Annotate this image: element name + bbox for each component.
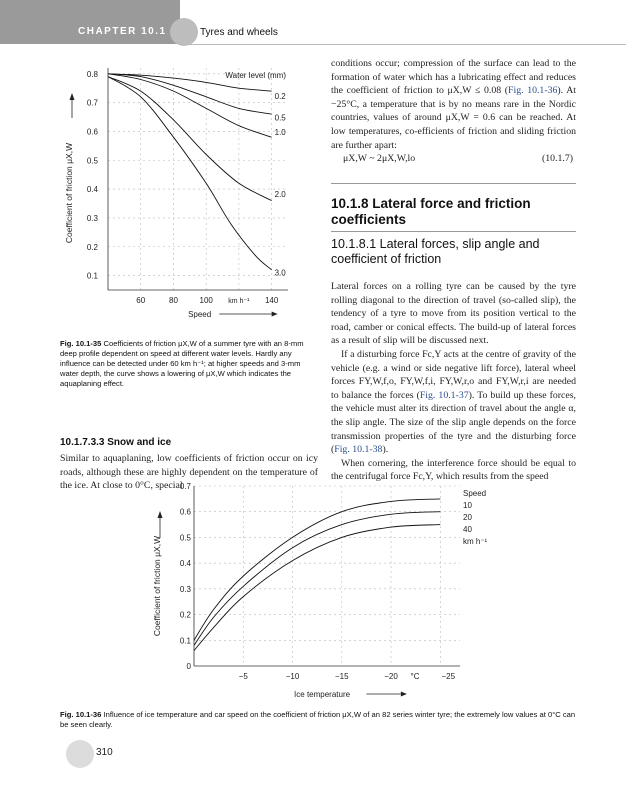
series-line-10	[194, 499, 440, 640]
section-rule-2	[331, 231, 576, 232]
chapter-title: Tyres and wheels	[200, 27, 278, 38]
x-axis-label: Ice temperature	[294, 690, 351, 699]
para1-text-b: ). At −25°C, a temperature that is by no means rare in the Nordic countries, values of around μX,W = 0.6 can be reached. At low temperatures, co-efficients of friction and sliding friction are further apart:	[331, 85, 577, 151]
chapter-box	[0, 0, 180, 44]
series-line-20	[194, 512, 440, 646]
heading-snow-and-ice: 10.1.7.3.3 Snow and ice	[60, 437, 172, 448]
fig-10-1-36-link[interactable]: Fig. 10.1-36	[508, 85, 558, 97]
disturbing-force-paragraph	[331, 348, 576, 457]
y-tick-label: 0.7	[179, 482, 191, 491]
ice-friction-paragraph	[331, 57, 576, 152]
equation-10-1-7	[343, 152, 573, 166]
equation-number: (10.1.7)	[541, 153, 573, 164]
para3-text-b: ). To build up these forces, the vehicle must alter its direction of travel about the angle α, the slip angle. The size of the slip angle depends on the force transmission properties of the tyre and the disturbing force (	[331, 389, 576, 456]
fig36-caption-label: Fig. 10.1-36	[60, 710, 102, 719]
para3-text-a: If a disturbing force Fc,Y acts at the centre of gravity of the vehicle (e.g. a wind or side negative lift force), lateral wheel forces FY,W,f,o, FY,W,f,i, FY,W,r,o and FY,W,r,i are needed to balance the forces (	[331, 348, 576, 401]
y-axis-arrowhead	[70, 93, 75, 100]
y-axis-label: Coefficient of friction μX,W	[64, 142, 74, 244]
x-axis-arrowhead	[401, 692, 407, 697]
legend-entry: 40	[463, 525, 472, 534]
x-tick-label: 80	[169, 296, 178, 305]
legend-title: Water level (mm)	[225, 71, 286, 80]
heading-10-1-8-1: 10.1.8.1 Lateral forces, slip angle and coefficient of friction	[331, 237, 540, 266]
y-tick-label: 0.7	[86, 98, 98, 108]
right-paragraph-1	[331, 57, 576, 152]
y-tick-label: 0.2	[179, 610, 191, 620]
x-tick-label: 60	[136, 296, 146, 305]
y-axis-arrowhead	[158, 511, 163, 518]
fig-10-1-37-link[interactable]: Fig. 10.1-37	[419, 389, 469, 401]
snow-ice-paragraph: Similar to aquaplaning, low coefficients of friction occur on icy roads, although these are highly dependent on the temperature of the ice. At close to 0°C, special	[60, 453, 318, 492]
para3-text-c: ).	[382, 444, 389, 456]
y-tick-label: 0	[186, 662, 191, 671]
x-tick-label: −20	[384, 672, 398, 681]
heading-10-1-8: 10.1.8 Lateral force and friction coefficients	[331, 196, 531, 227]
y-tick-label: 0.2	[86, 242, 98, 252]
x-tick-label: −5	[238, 672, 248, 681]
series-label: 2.0	[274, 190, 286, 200]
x-tick-label: −15	[334, 672, 349, 681]
chapter-circle	[170, 18, 198, 46]
series-label: 0.5	[274, 113, 286, 123]
y-tick-label: 0.5	[86, 156, 98, 166]
y-tick-label: 0.3	[179, 584, 191, 594]
y-tick-label: 0.1	[179, 636, 191, 646]
series-label: 3.0	[274, 268, 286, 278]
y-tick-label: 0.5	[179, 533, 191, 543]
x-axis-arrowhead	[272, 312, 278, 317]
header-rule	[180, 44, 626, 45]
lateral-forces-paragraph: Lateral forces on a rolling tyre can be caused by the tyre rolling diagonal to the direction of travel (so-called slip), the tendency of a tyre to move from its position vertical to the road, camber or conical effects. The build-up of lateral forces as a result of slip will be discussed next.	[331, 281, 576, 347]
y-tick-label: 0.6	[86, 127, 98, 137]
y-tick-label: 0.3	[86, 213, 98, 223]
series-line-40	[194, 525, 440, 651]
page-number: 310	[96, 747, 113, 758]
figure-10-1-35-chart	[60, 60, 320, 335]
x-axis-label: Speed	[188, 310, 212, 319]
y-tick-label: 0.6	[179, 507, 191, 517]
page-number-circle	[66, 740, 94, 768]
y-tick-label: 0.4	[179, 559, 191, 569]
series-line-1-0	[108, 74, 272, 137]
cornering-paragraph: When cornering, the interference force should be equal to the centrifugal force Fc,Y, which results from the speed	[331, 457, 576, 483]
fig-10-1-38-link[interactable]: Fig. 10.1-38	[334, 444, 383, 456]
y-axis-label: Coefficient of friction μX,W	[152, 535, 162, 637]
para1-text-a: conditions occur; compression of the surface can lead to the formation of water which has a lubricating effect and reduces the coefficient of friction to μX,W ≤ 0.08 (	[331, 58, 576, 97]
equation-text: μX,W ~ 2μX,W,lo	[343, 153, 416, 164]
figure-10-1-36-chart	[148, 478, 528, 703]
x-unit-label: km h⁻¹	[228, 298, 250, 305]
figure-10-1-35-caption	[60, 339, 318, 389]
series-label: 0.2	[274, 92, 286, 102]
x-tick-label: 100	[199, 296, 213, 305]
series-label: 1.0	[274, 128, 286, 138]
legend-entry: 20	[463, 513, 472, 522]
y-tick-label: 0.4	[86, 185, 98, 195]
page-header	[0, 0, 626, 44]
legend-entry: 10	[463, 501, 472, 510]
fig35-caption-label: Fig. 10.1-35	[60, 339, 102, 348]
x-tick-label: −25	[441, 672, 456, 681]
legend-unit: km h⁻¹	[463, 537, 488, 546]
chapter-label: CHAPTER 10.1	[78, 26, 167, 37]
fig35-caption-text: Coefficients of friction μX,W of a summer tyre with an 8-mm deep profile dependent on speed at different water levels. Hardly any influence can be detected under 60 km h⁻¹; at higher speeds and 3-mm water depth, the curve shows a lowering of μX,W which indicates the aquaplaning effect.	[60, 339, 304, 388]
x-unit-label: °C	[410, 672, 420, 681]
series-line-3-0	[108, 77, 272, 270]
figure-10-1-36-caption	[60, 710, 578, 730]
x-tick-label: −10	[285, 672, 300, 681]
x-tick-label: 140	[264, 296, 279, 305]
right-paragraph-2	[331, 280, 576, 484]
y-tick-label: 0.8	[86, 69, 98, 79]
series-line-2-0	[108, 77, 272, 201]
section-rule-1	[331, 183, 576, 184]
y-tick-label: 0.1	[86, 271, 98, 281]
fig36-caption-text: Influence of ice temperature and car speed on the coefficient of friction μX,W of an 82 series winter tyre; the extremely low values at 0°C can be seen clearly.	[60, 710, 576, 729]
legend-title: Speed	[463, 489, 487, 498]
